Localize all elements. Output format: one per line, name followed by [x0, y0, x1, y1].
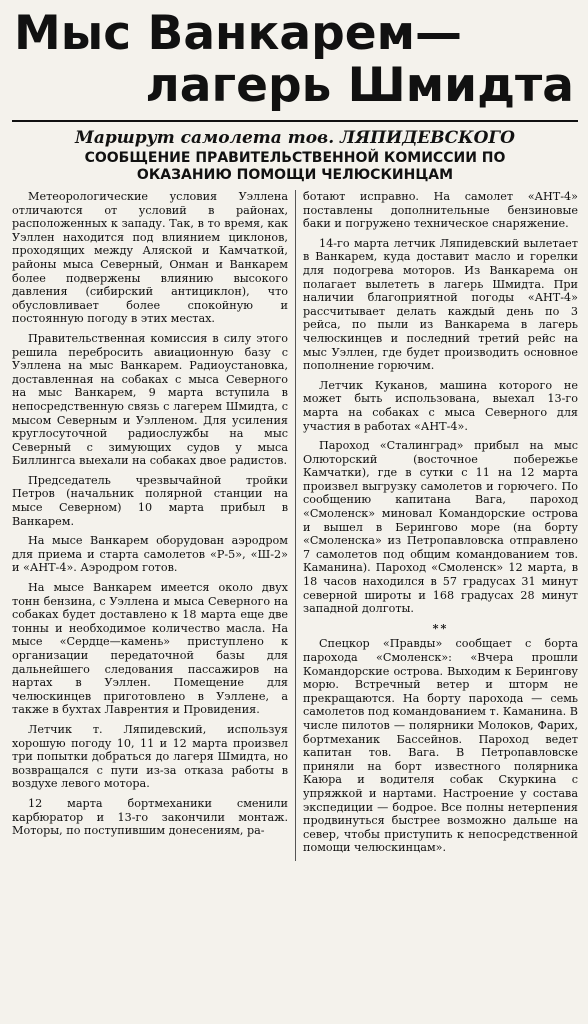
paragraph: На мысе Ванкарем имеется около двух тонн бензина, с Уэллена и мыса Северного на собаках будет доставлено к 18 марта еще две тонны и необходимое количество масла. На мысе «Сердце—камень» приступлено к организации передаточной базы для дальнейшего следования пассажиров на нартах в Уэллен. Помещение для челюскинцев приготовлено в Уэллене, а также в бухтах Лаврентия и Провидения. [12, 581, 288, 717]
article-subtitle: Маршрут самолета тов. ЛЯПИДЕВСКОГО [75, 128, 515, 148]
article-subhead: СООБЩЕНИЕ ПРАВИТЕЛЬСТВЕННОЙ КОМИССИИ ПО ОКАЗАНИЮ ПОМОЩИ ЧЕЛЮСКИНЦАМ [84, 150, 506, 183]
paragraph: Правительственная комиссия в силу этого решила перебросить авиационную базу с Уэллена на мыс Ванкарем. Радиоустановка, доставленная на собаках с мыса Северного на мыс Ванкарем, 9 марта вступила в непосредственную связь с лагерем Шмидта, с мысом Северным и Уэлленом. Для усиления круглосуточной радиослужбы на мыс Северный с зимующих судов у мыса Биллингса выехали на собаках двое радистов. [12, 331, 288, 468]
left-column [12, 190, 295, 861]
paragraph: Пароход «Сталинград» прибыл на мыс Олюторский (восточное побережье Камчатки), где в сутки с 11 на 12 марта произвел выгрузку самолетов и горючего. По сообщению капитана Вага, пароход «Смоленск» миновал Командорские острова и вышел в Берингово море (на борту «Смоленска» из Петропавловска отправлено 7 самолетов под общим командованием тов. Каманина). Пароход «Смоленск» 12 марта, в 18 часов находился в 57 градусах 31 минут северной широты и 168 градусах 28 минут западной долготы. [303, 439, 578, 616]
paragraph: 14-го марта летчик Ляпидевский вылетает в Ванкарем, куда доставит масло и горелки для подогрева моторов. Из Ванкарема он полагает вылететь в лагерь Шмидта. При наличии благоприятной погоды «АНТ-4» рассчитывает делать каждый день по 3 рейса, по пыли из Ванкарема в лагерь челюскинцев и последний третий рейс на мыс Уэллен, где будет производить основное пополнение горючим. [303, 236, 578, 373]
paragraph: 12 марта бортмеханики сменили карбюратор и 13-го закончили монтаж. Моторы, по поступившим донесениям, ра- [12, 796, 288, 838]
paragraph: Председатель чрезвычайной тройки Петров (начальник полярной станции на мысе Северном) 10 марта прибыл в Ванкарем. [12, 473, 288, 528]
paragraph: Спецкор «Правды» сообщает с борта парохода «Смоленск»: «Вчера прошли Командорские острова. Выходим к Берингову морю. Встречный ветер и шторм не прекращаются. На борту парохода — семь самолетов под командованием т. Каманина. В числе пилотов — полярники Молоков, Фариx, бортмеханик Бассейнов. Пароход ведет капитан тов. Вага. В Петропавловске приняли на борт известного полярника Каюра и водителя собак Скуркина с упряжкой и нартами. Настроение у состава экспедиции — бодрое. Все полны нетерпения продвинуться быстрее возможно дальше на север, чтобы приступить к непосредственной помощи челюскинцам». [303, 637, 578, 855]
paragraph: Летчик т. Ляпидевский, используя хорошую погоду 10, 11 и 12 марта произвел три попытки добраться до лагеря Шмидта, но возвращался с пути из-за отказа работы в воздухе левого мотора. [12, 722, 288, 791]
section-separator: ** [432, 620, 449, 635]
headline-line-2: лагерь Шмидта [145, 58, 574, 113]
paragraph: ботают исправно. На самолет «АНТ-4» поставлены дополнительные бензиновые баки и погружено техническое снаряжение. [303, 190, 578, 231]
article-columns [12, 190, 578, 861]
right-column [295, 190, 578, 861]
paragraph: Метеорологические условия Уэллена отличаются от условий в районах, расположенных к западу. Так, в то время, как Уэллен находится под влиянием циклонов, проходящих между Аляской и Камчаткой, районы мыса Северный, Онман и Ванкарем более подвержены влиянию высокого давления (сибирский антициклон), что обусловливает более спокойную и постоянную погоду в этих местах. [12, 190, 288, 326]
headline-line-1: Мыс Ванкарем— [14, 6, 463, 61]
paragraph: Летчик Куканов, машина которого не может быть использована, выехал 13-го марта на собаках с мыса Северного для участия в работах «АНТ-4». [303, 378, 578, 433]
headline-rule [12, 120, 578, 122]
headline [12, 8, 578, 112]
paragraph: На мысе Ванкарем оборудован аэродром для приема и старта самолетов «Р-5», «Ш-2» и «АНТ-4». Аэродром готов. [12, 534, 288, 575]
